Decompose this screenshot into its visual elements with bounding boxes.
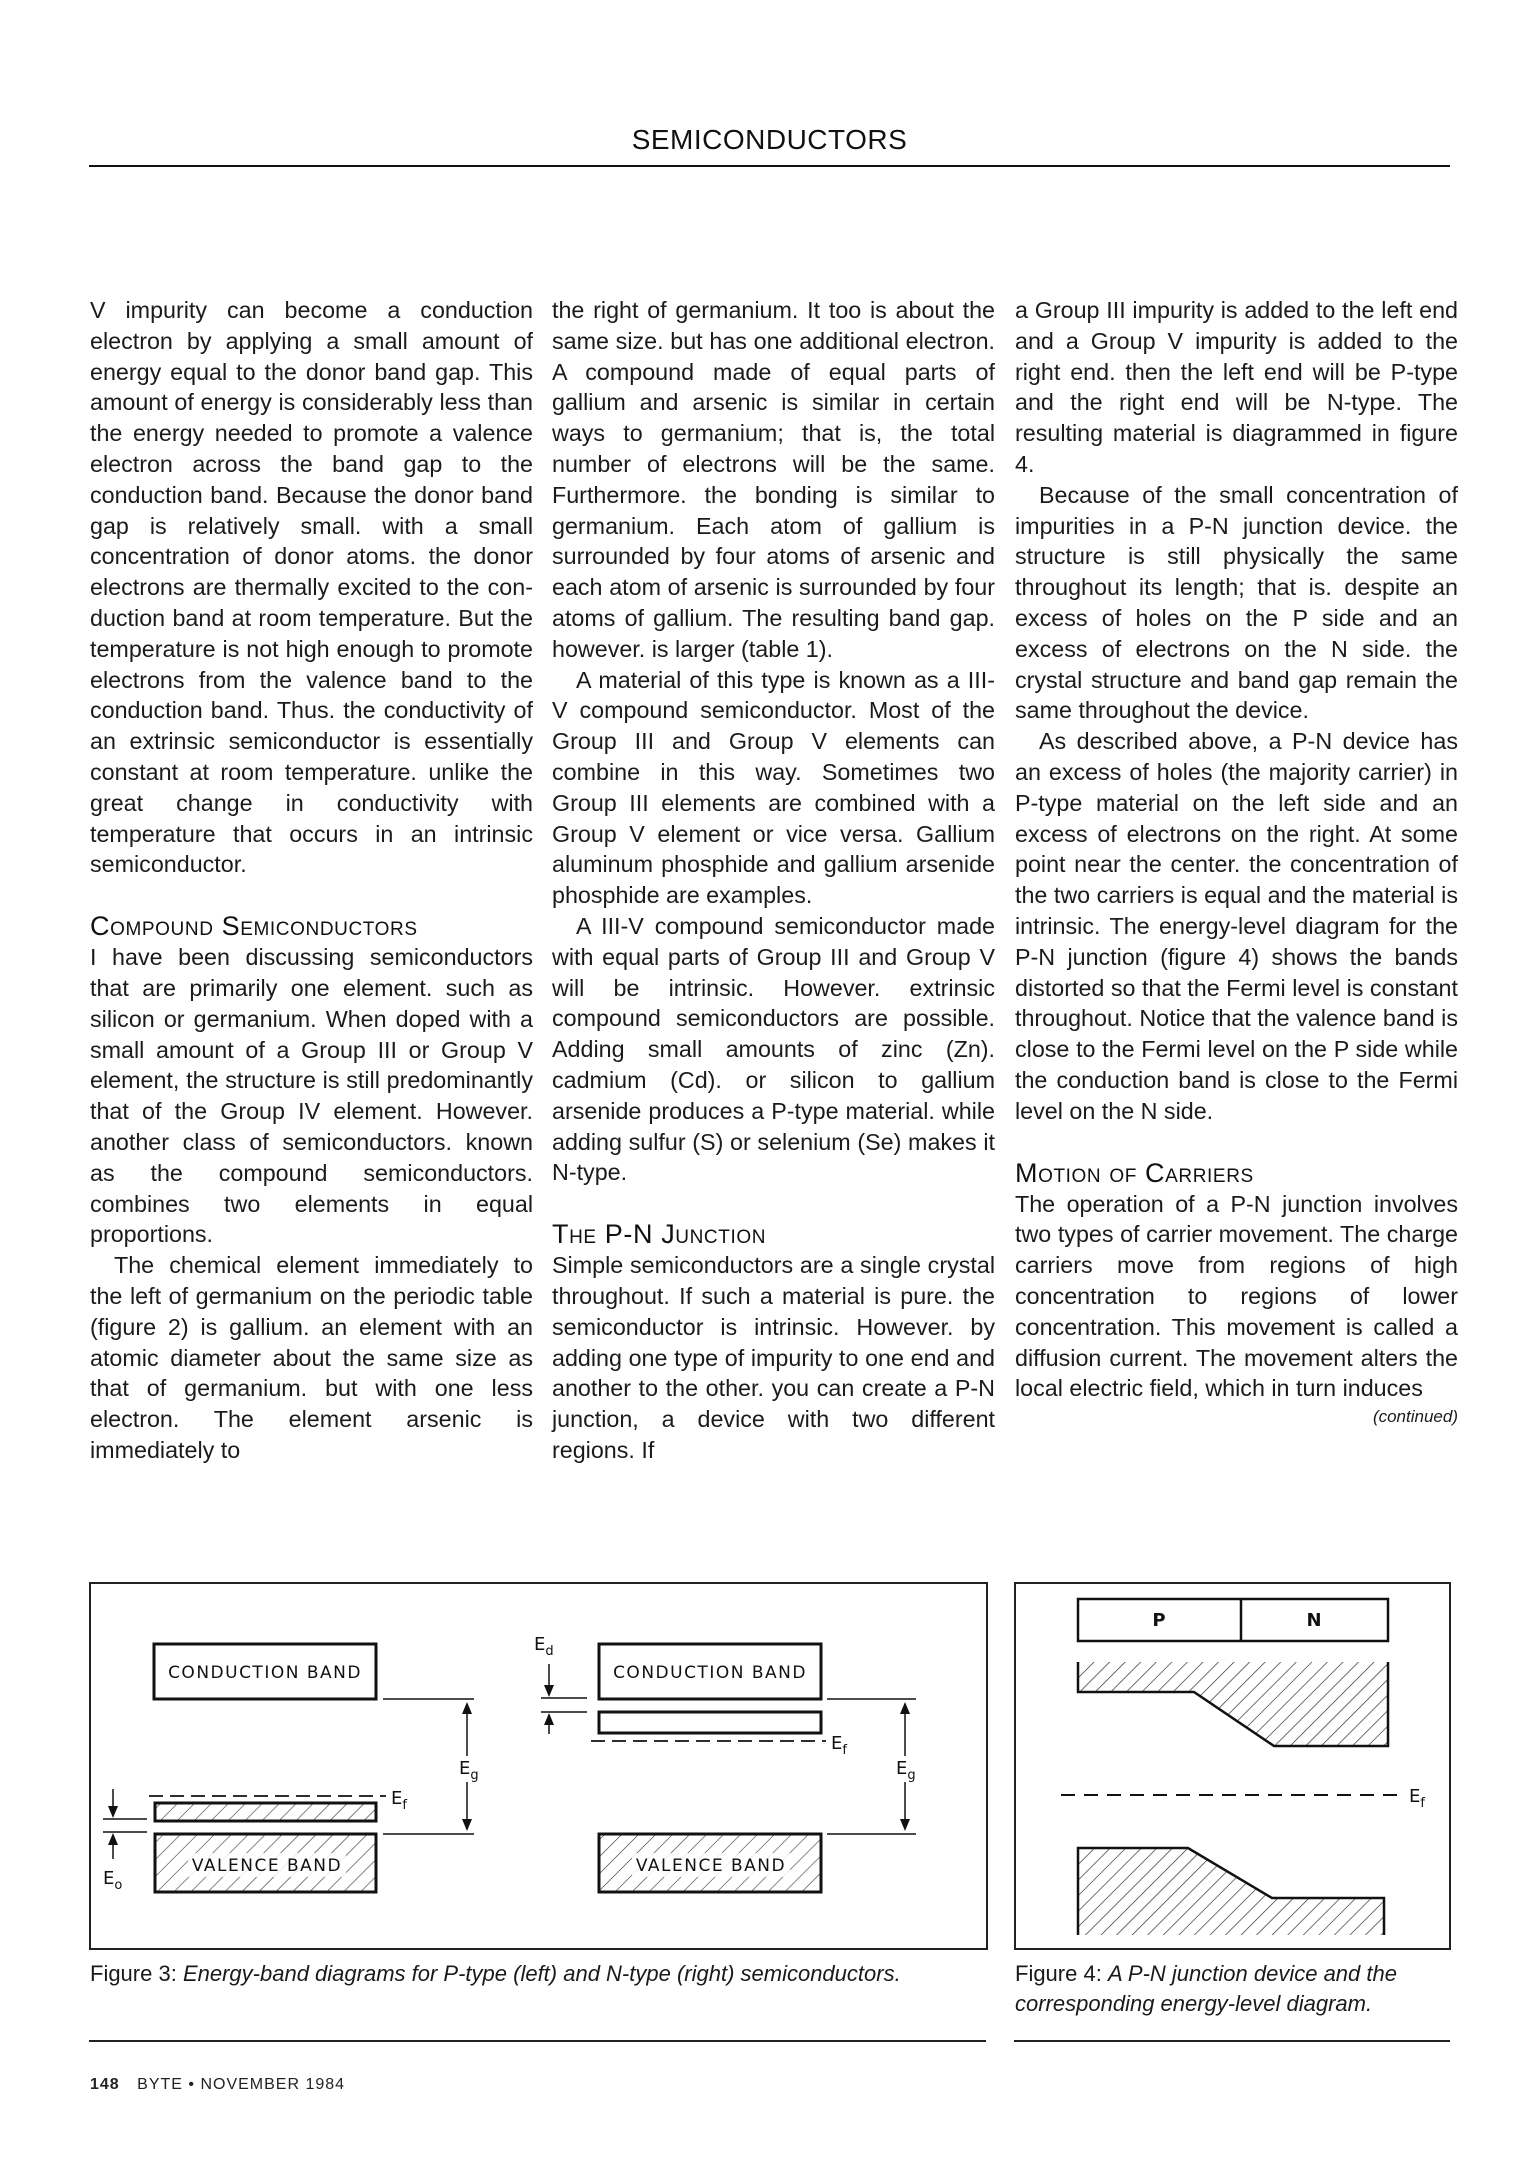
continued-note: (continued) — [1372, 1407, 1458, 1427]
conduction-band-label: CONDUCTION BAND — [613, 1663, 807, 1683]
section-heading-pn-junction: The P-N Junction — [552, 1219, 767, 1250]
figure-3-energy-band-diagrams — [89, 1582, 988, 1950]
page-number: 148 — [90, 2076, 120, 2093]
figure-4-pn-junction-diagram — [1014, 1582, 1451, 1950]
ef-label: $E_f$ — [391, 1788, 407, 1813]
paragraph: a Group III impurity is added to the left end and a Group V impurity is added to the right end. then the left end will be P-type and the right end will be N-type. The resulting material is diagrammed in figure 4. — [1015, 297, 1458, 477]
p-type-diagram — [103, 1644, 479, 1893]
caption-text: Energy-band diagrams for P-type (left) and N-type (right) semiconductors. — [182, 1961, 901, 1986]
footer-rule — [1014, 2040, 1450, 2042]
eg-label: $E_g$ — [459, 1758, 479, 1783]
donor-band — [599, 1712, 821, 1733]
eo-label: $E_o$ — [103, 1868, 123, 1893]
paragraph: Because of the small concentration of impurities in a P-N junction device. the structure is still physically the same throughout its length; that is. despite an excess of holes on the P side and an excess of electrons on the N side. the crystal structure and band gap remain the same throughout the device. — [1015, 481, 1458, 724]
p-region-label: P — [1152, 1610, 1166, 1631]
caption-text: A P-N junction device and the corresponding energy-level diagram. — [1015, 1961, 1397, 2016]
paragraph: A III-V compound semiconductor made with equal parts of Group III and Group V will be intrinsic. However. extrinsic compound semiconductors are possible. Adding small amounts of zinc (Zn). cadmium (Cd). or silicon to gallium arsenide produces a P-type material. while adding sulfur (S) or selenium (Se) makes it N-type. — [552, 912, 995, 1186]
header-rule — [89, 165, 1450, 167]
valence-band-label: VALENCE BAND — [635, 1856, 787, 1876]
paragraph: The chemical element immediately to the left of germanium on the periodic table (figure 2) is gallium. an element with an atomic diameter about the same size as that of germanium. but with one less electron. The element arsenic is immediately to — [90, 1252, 533, 1463]
paragraph: Simple semiconductors are a single crystal throughout. If such a material is pure. the semiconductor is intrinsic. However. by adding one type of impurity to one end and another to the other. you can create a P-N junction, a device with two different regions. If — [552, 1252, 995, 1463]
paragraph: V impurity can become a conduction electron by applying a small amount of energy equal to the donor band gap. This amount of energy is considerably less than the energy needed to promote a valence electron across the band gap to the conduction band. Because the donor band gap is relatively small. with a small concentration of donor atoms. the donor electrons are thermally excited to the conduction band at room temperature. But the temperature is not high enough to promote electrons from the valence band to the conduction band. Thus. the conductivity of an extrinsic semiconductor is essentially constant at room temperature. unlike the great change in conductivity with temperature that occurs in an intrinsic semiconductor. — [90, 297, 533, 878]
ef-label: $E_f$ — [831, 1733, 847, 1758]
conduction-band-label: CONDUCTION BAND — [168, 1663, 362, 1683]
n-region-label: N — [1306, 1610, 1322, 1631]
caption-label: Figure 3: — [90, 1961, 177, 1986]
n-type-diagram — [534, 1634, 916, 1892]
valence-band-label: VALENCE BAND — [191, 1856, 343, 1876]
figure-3-caption — [90, 1959, 990, 1989]
figure-3-diagram — [91, 1584, 986, 1948]
paragraph: the right of germanium. It too is about the same size. but has one additional electron. A compound made of equal parts of gallium and arsenic is similar in certain ways to germanium; that is, the total number of electrons will be the same. Furthermore. the bonding is similar to germanium. Each atom of gallium is surrounded by four atoms of arsenic and each atom of arsenic is surrounded by four atoms of gallium. The resulting band gap. however. is larger (table 1). — [552, 297, 995, 662]
paragraph: As described above, a P-N device has an excess of holes (the majority carrier) in P-type material on the left side and an excess of electrons on the right. At some point near the center. the concentration of the two carriers is equal and the material is intrinsic. The energy-level diagram for the P-N junction (figure 4) shows the bands distorted so that the Fermi level is constant throughout. Notice that the valence band is close to the Fermi level on the P side while the conduction band is close to the Fermi level on the N side. — [1015, 728, 1458, 1124]
footer-rule — [89, 2040, 986, 2042]
ef-label: $E_f$ — [1409, 1786, 1425, 1811]
publication-info: BYTE • NOVEMBER 1984 — [137, 2076, 346, 2093]
text-column-3 — [1015, 295, 1458, 1430]
paragraph: I have been discussing semiconductors that are primarily one element. such as silicon or germanium. When doped with a small amount of a Group III or Group V element, the structure is still predominantly that of the Group IV element. However. another class of semiconductors. known as the compound semiconductors. combines two elements in equal proportions. — [90, 944, 533, 1248]
text-column-1 — [90, 295, 533, 1466]
running-head: SEMICONDUCTORS — [631, 124, 908, 155]
section-heading-compound-semiconductors: Compound Semiconductors — [90, 911, 418, 942]
figure-4-diagram — [1016, 1584, 1449, 1948]
eg-label: $E_g$ — [896, 1758, 916, 1783]
ed-label: $E_d$ — [534, 1634, 554, 1659]
pn-device-box — [1078, 1599, 1388, 1641]
caption-label: Figure 4: — [1015, 1961, 1102, 1986]
text-column-2 — [552, 295, 995, 1466]
page-footer — [90, 2076, 345, 2094]
paragraph: The operation of a P-N junction involves two types of carrier movement. The charge carriers move from regions of high concentration to regions of lower concentration. This movement is called a diffusion current. The movement alters the local electric field, which in turn induces — [1015, 1190, 1458, 1402]
acceptor-band — [155, 1803, 376, 1821]
section-heading-motion-of-carriers: Motion of Carriers — [1015, 1157, 1254, 1188]
paragraph: A material of this type is known as a III-V compound semiconductor. Most of the Group III and Group V elements can combine in this way. Sometimes two Group III elements are combined with a Group V element or vice versa. Gallium aluminum phosphide and gallium arsenide phosphide are examples. — [552, 666, 995, 909]
figure-4-caption — [1015, 1959, 1455, 2019]
